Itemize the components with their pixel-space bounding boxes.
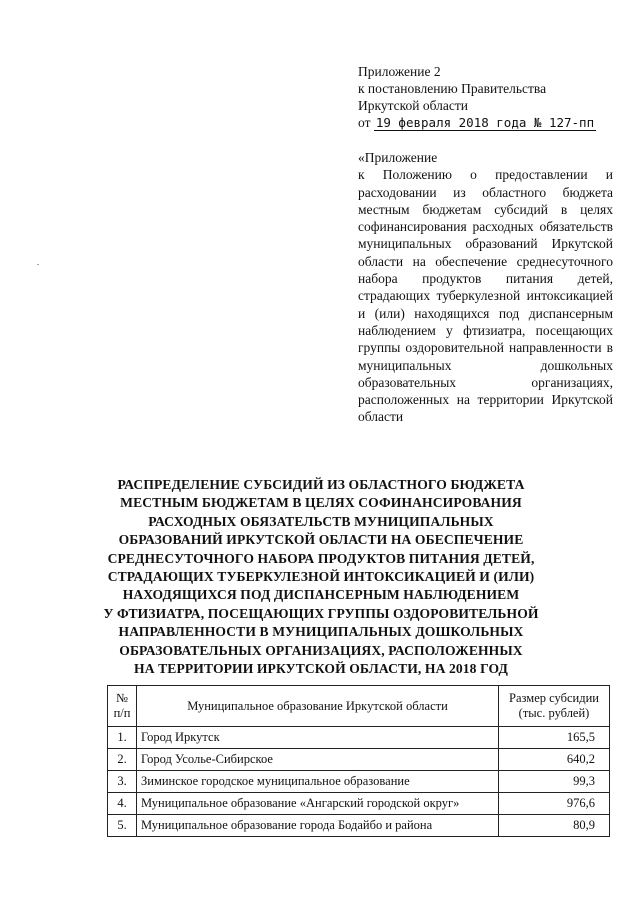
- region-name: Иркутской области: [358, 98, 469, 113]
- row-number: 1.: [108, 727, 137, 749]
- row-municipality: Город Иркутск: [137, 727, 499, 749]
- resolution-date-value: 19 февраля 2018 года № 127-пп: [375, 115, 595, 130]
- table-row: [108, 749, 610, 771]
- row-number: 3.: [108, 771, 137, 793]
- appendix-header: [358, 63, 613, 131]
- row-municipality: Зиминское городское муниципальное образование: [137, 771, 499, 793]
- resolution-reference: к постановлению Правительства: [358, 81, 547, 96]
- title-line: НА ТЕРРИТОРИИ ИРКУТСКОЙ ОБЛАСТИ, НА 2018 ГОД: [134, 661, 508, 677]
- appendix-to-regulation: [358, 149, 613, 426]
- title-line: СРЕДНЕСУТОЧНОГО НАБОРА ПРОДУКТОВ ПИТАНИЯ ДЕТЕЙ,: [107, 550, 535, 566]
- row-amount: 640,2: [499, 749, 610, 771]
- header-amount-line: (тыс. рублей): [518, 706, 590, 720]
- header-amount-line: Размер субсидии: [509, 691, 599, 705]
- title-line: ОБРАЗОВАТЕЛЬНЫХ ОРГАНИЗАЦИЯХ, РАСПОЛОЖЕННЫХ: [119, 642, 523, 658]
- document-title: [90, 476, 552, 678]
- title-line: МЕСТНЫМ БЮДЖЕТАМ В ЦЕЛЯХ СОФИНАНСИРОВАНИЯ: [120, 495, 522, 511]
- appendix-number: Приложение 2: [358, 64, 441, 79]
- title-line: НАХОДЯЩИХСЯ ПОД ДИСПАНСЕРНЫМ НАБЛЮДЕНИЕМ: [122, 587, 520, 603]
- row-number: 5.: [108, 815, 137, 837]
- title-line: СТРАДАЮЩИХ ТУБЕРКУЛЕЗНОЙ ИНТОКСИКАЦИЕЙ И (ИЛИ): [107, 569, 535, 585]
- table-header-row: [108, 686, 610, 727]
- row-amount: 165,5: [499, 727, 610, 749]
- title-line: РАСХОДНЫХ ОБЯЗАТЕЛЬСТВ МУНИЦИПАЛЬНЫХ: [148, 513, 494, 529]
- column-header-number: [108, 686, 137, 727]
- resolution-date-line: [358, 114, 596, 131]
- subsidy-table: [107, 685, 610, 837]
- column-header-municipality: Муниципальное образование Иркутской области: [137, 686, 499, 727]
- title-line: РАСПРЕДЕЛЕНИЕ СУБСИДИЙ ИЗ ОБЛАСТНОГО БЮДЖЕТА: [117, 477, 525, 492]
- column-header-amount: [499, 686, 610, 727]
- table-row: [108, 815, 610, 837]
- title-line: ОБРАЗОВАНИЙ ИРКУТСКОЙ ОБЛАСТИ НА ОБЕСПЕЧЕНИЕ: [118, 532, 524, 548]
- title-line: У ФТИЗИАТРА, ПОСЕЩАЮЩИХ ГРУППЫ ОЗДОРОВИТЕЛЬНОЙ: [103, 605, 539, 621]
- row-municipality: Муниципальное образование «Ангарский городской округ»: [137, 793, 499, 815]
- row-amount: 976,6: [499, 793, 610, 815]
- row-municipality: Муниципальное образование города Бодайбо и района: [137, 815, 499, 837]
- table-row: [108, 771, 610, 793]
- table-row: [108, 793, 610, 815]
- row-amount: 80,9: [499, 815, 610, 837]
- scan-speck: [37, 264, 39, 265]
- row-number: 2.: [108, 749, 137, 771]
- appendix-intro: «Приложение: [358, 150, 438, 165]
- header-number-line: п/п: [113, 706, 131, 720]
- header-number-line: №: [116, 691, 128, 705]
- row-amount: 99,3: [499, 771, 610, 793]
- date-prefix: от: [358, 115, 371, 130]
- row-number: 4.: [108, 793, 137, 815]
- regulation-reference-text: к Положению о предоставлении и расходовании из областного бюджета местным бюджетам субсидий в целях софинансирования расходных обязательств муниципальных образований Иркутской области на обеспечение среднесуточного набора продуктов питания детей, страдающих туберкулезной интоксикацией и (или) находящихся под диспансерным наблюдением у фтизиатра, посещающих группы оздоровительной направленности в муниципальных дошкольных образовательных организациях, расположенных на территории Иркутской области: [358, 167, 613, 425]
- title-line: НАПРАВЛЕННОСТИ В МУНИЦИПАЛЬНЫХ ДОШКОЛЬНЫХ: [118, 624, 524, 640]
- table-row: [108, 727, 610, 749]
- row-municipality: Город Усолье-Сибирское: [137, 749, 499, 771]
